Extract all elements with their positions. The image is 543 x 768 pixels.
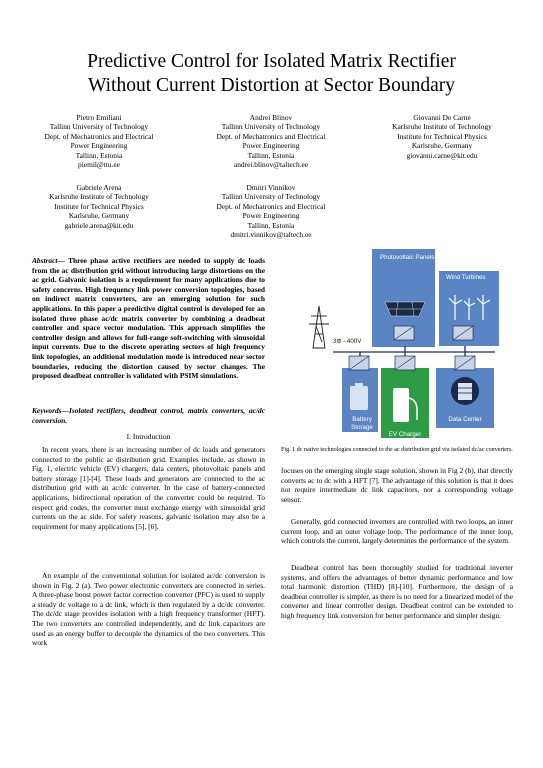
author-line: Power Engineering <box>242 141 300 151</box>
author-block <box>24 113 174 169</box>
figure-caption: Fig. 1 dc native technologies connected to the ac distribution grid via isolated dc/ac converters. <box>281 447 513 453</box>
title-line-1: Predictive Control for Isolated Matrix Rectifier <box>87 51 456 72</box>
transmission-tower-icon <box>309 306 329 348</box>
author-line: Karlsruhe Institute of Technology <box>392 122 492 132</box>
author-line: Tallinn University of Technology <box>221 192 321 202</box>
author-block <box>24 183 174 230</box>
author-line: Dmitri Vinnikov <box>246 183 296 192</box>
author-line: Tallinn, Estonia <box>247 220 295 230</box>
paragraph: focuses on the emerging single stage solution, shown in Fig 2 (b), that directly converts ac to dc with a HFT [7]. The advantage of this solution is that it does not require intermediate dc link capacitors, nor a corresponding voltage sensor. <box>281 466 513 504</box>
grid-voltage-label: 3Φ - 400V <box>333 338 362 345</box>
author-email: andrei.blinov@taltech.ee <box>233 160 309 170</box>
author-email: dmitri.vinnikov@taltech.ee <box>230 230 312 240</box>
author-line: Karlsruhe, Germany <box>68 211 130 221</box>
battery-icon <box>350 383 368 410</box>
author-block <box>367 113 517 160</box>
author-line: Karlsruhe Institute of Technology <box>49 192 149 202</box>
converter-icon <box>349 326 475 370</box>
solar-panel-icon <box>385 302 425 316</box>
author-line: Pietro Emiliani <box>76 113 122 122</box>
author-line: Institute for Technical Physics <box>54 201 144 211</box>
keywords: Keywords—Isolated rectifiers, deadbeat control, matrix converters, ac/dc conversion. <box>32 406 265 425</box>
author-block <box>196 183 346 239</box>
pv-label: Photovoltaic Panels <box>380 254 435 261</box>
author-line: Dept. of Mechatronics and Electrical <box>216 131 326 141</box>
paragraph: Generally, grid connected inverters are controlled with two loops, an inner current loop, and an outer voltage loop. The performance of the inner loop, which controls the current, largely determines the performance of the system. <box>281 517 513 546</box>
author-line: Karlsruhe, Germany <box>411 141 473 151</box>
abstract-body: Three phase active rectifiers are needed to supply dc loads from the ac distribution grid without introducing large distortions on the ac grid. Galvanic isolation is a requirement for many applications due to safety concerns. High frequency link power conversion topologies, based on indirect matrix converters, are an emerging solution for such applications. In this paper a predictive digital control is developed for an isolated three phase ac/dc matrix converter by combining a deadbeat controller and space vector modulation. This approach simplifies the controller design and allows for full-range soft-switching with sinusoidal input currents. Due to the discrete operating sectors of high frequency link topologies, an additional modulation mode is introduced near sector boundaries, reducing the distortion caused by sector changes. The proposed deadbeat controller is validated with PSIM simulations. <box>32 256 265 381</box>
author-line: Tallinn University of Technology <box>49 122 149 132</box>
author-line: Dept. of Mechatronics and Electrical <box>44 131 154 141</box>
datacenter-label: Data Center <box>448 416 482 423</box>
wind-label: Wind Turbines <box>446 274 486 281</box>
author-line: Andrei Blinov <box>249 113 293 122</box>
battery-label: Battery Storage <box>351 416 373 431</box>
author-email: piemil@ttu.ee <box>78 160 120 170</box>
author-line: Gabriele Arena <box>76 183 122 192</box>
paragraph: Deadbeat control has been thoroughly studied for traditional inverter systems, and offers the advantages of better dynamic performance and low total harmonic distortion (THD) [8]-[10]. Furthermore, the design of a deadbeat controller is simpler, as there is no need for a linearized model of the converter and linear controller design. Deadbeat control can be extended to high frequency link conversion for better performance and simpler design. <box>281 563 513 620</box>
author-line: Institute for Technical Physics <box>397 131 487 141</box>
author-line: Tallinn, Estonia <box>75 150 123 160</box>
figure-1 <box>305 248 509 440</box>
section-heading: I. Introduction <box>126 432 171 441</box>
paragraph: An example of the conventional solution for isolated ac/dc conversion is shown in Fig. 2 (a). Two power electronic converters are connected in series. A three-phase boost power factor correction converter (PFC) is used to supply a steady dc voltage to a dc link, which is then regulated by a dc/dc converter. The dc/dc stage provides isolation with a high frequency transformer (HFT). The two converters are controlled independently, and dc link capacitors are used as an energy buffer to decouple the dynamics of the two converters. This work <box>32 571 265 648</box>
paragraph: In recent years, there is an increasing number of dc loads and generators connected to the public ac distribution grid. Examples include, as shown in Fig. 1, electric vehicle (EV) chargers, data centers, photovoltaic panels and battery storage [1]-[4]. These loads and generators are connected to the ac distribution grid with an ac/dc converter. In the case of battery-connected applications, bidirectional operation of the converter could be required. To respect grid codes, the converter must exchange energy with sinusoidal grid currents on the ac side. For safety reasons, galvanic isolation may also be a requirement for many applications [5], [6]. <box>32 445 265 531</box>
abstract-lead: Abstract— <box>32 256 65 265</box>
author-email: gabriele.arena@kit.edu <box>64 220 134 230</box>
author-line: Tallinn, Estonia <box>247 150 295 160</box>
ev-label: EV Charger <box>388 431 422 438</box>
title-line-2: Without Current Distortion at Sector Boundary <box>88 75 455 96</box>
author-line: Dept. of Mechatronics and Electrical <box>216 201 326 211</box>
abstract <box>32 256 265 381</box>
author-email: giovanni.carne@kit.edu <box>406 150 478 160</box>
paper-title <box>30 50 513 98</box>
author-line: Giovanni De Carne <box>413 113 471 122</box>
author-line: Power Engineering <box>242 211 300 221</box>
data-center-icon <box>451 377 479 405</box>
author-line: Power Engineering <box>70 141 128 151</box>
author-block <box>196 113 346 169</box>
author-line: Tallinn University of Technology <box>221 122 321 132</box>
